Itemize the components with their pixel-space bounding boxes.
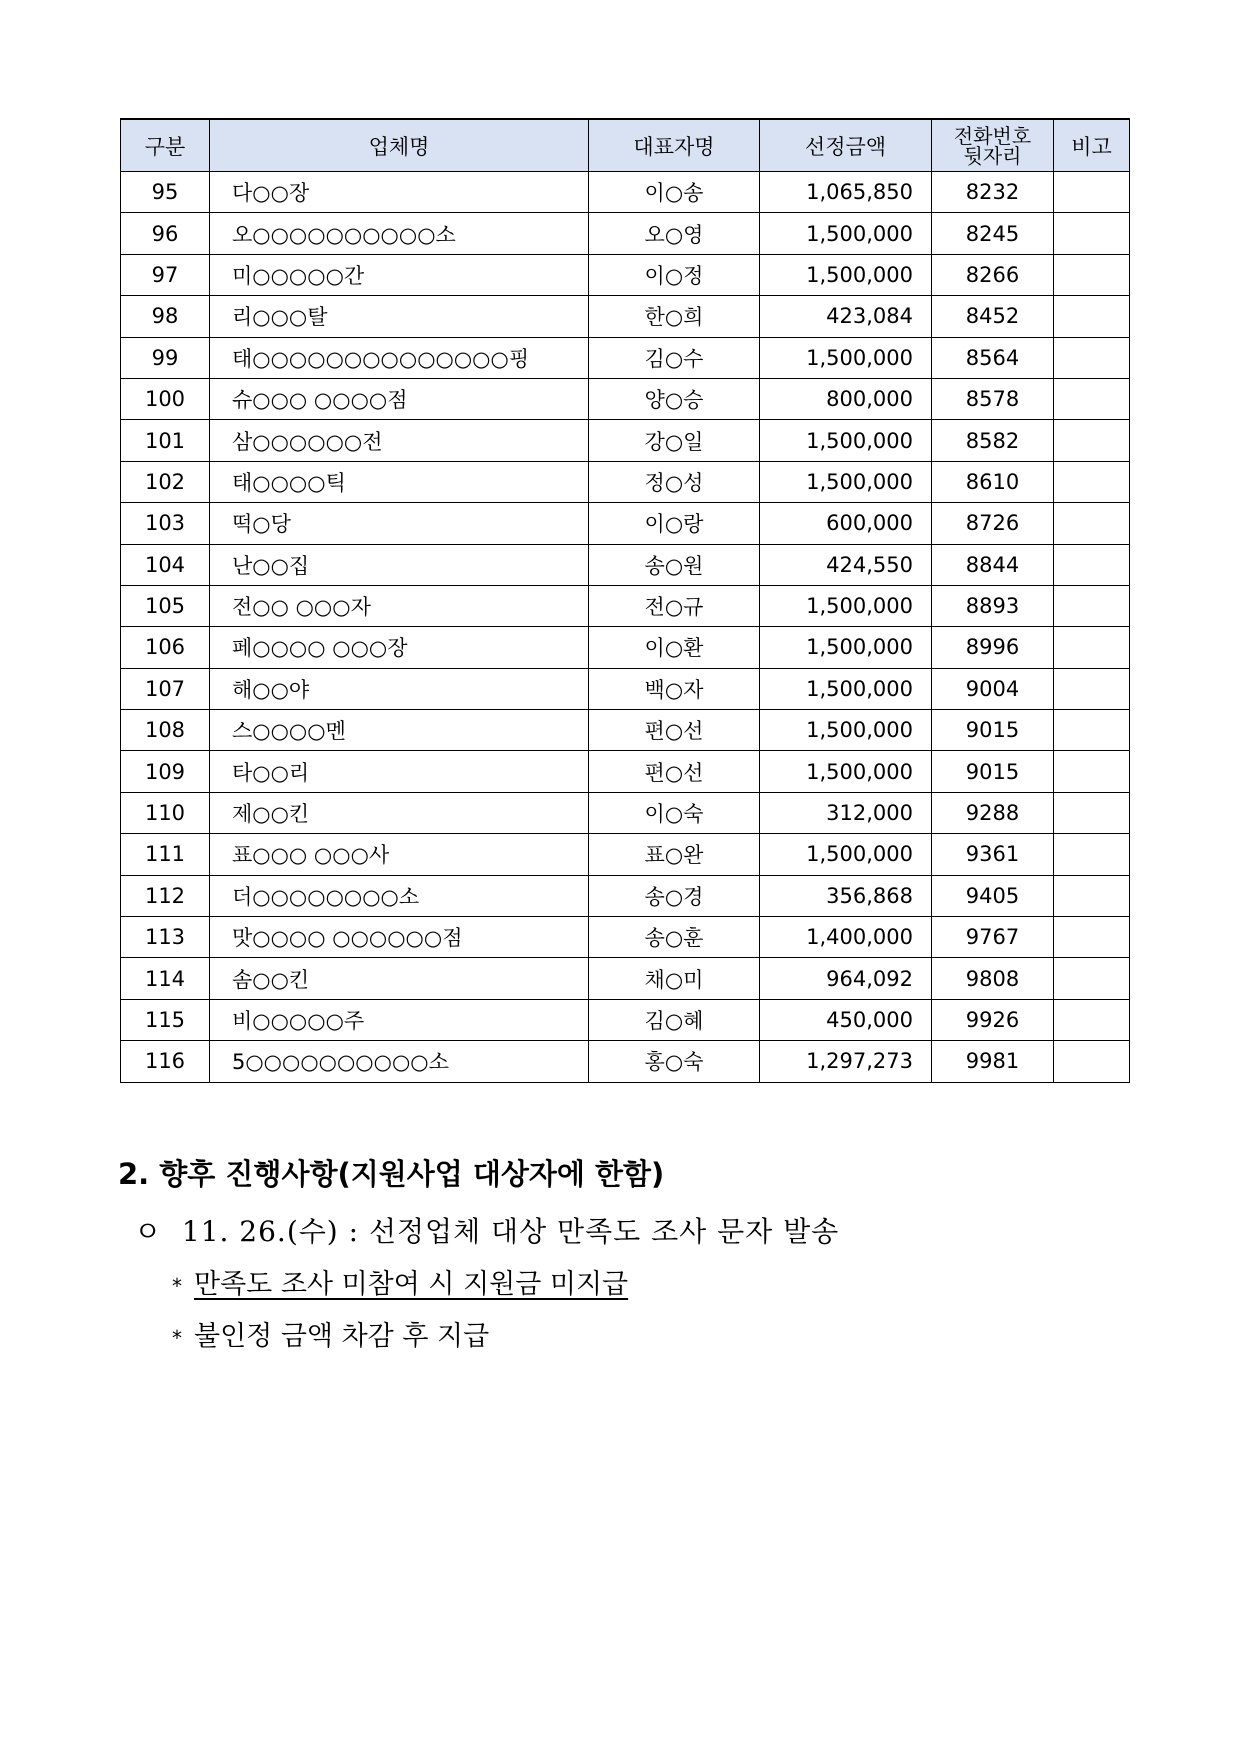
cell-no: 105 — [121, 585, 210, 626]
cell-representative: 이○송 — [589, 172, 760, 213]
cell-representative: 백○자 — [589, 668, 760, 709]
cell-representative: 표○완 — [589, 834, 760, 875]
cell-representative: 채○미 — [589, 958, 760, 999]
table-row — [121, 668, 1130, 709]
cell-remarks — [1054, 999, 1130, 1040]
cell-company: 해○○야 — [210, 668, 589, 709]
cell-phone: 8996 — [932, 627, 1054, 668]
cell-no: 95 — [121, 172, 210, 213]
cell-amount: 1,297,273 — [760, 1041, 932, 1082]
cell-company: 솜○○킨 — [210, 958, 589, 999]
table-body — [121, 172, 1130, 1083]
cell-no: 116 — [121, 1041, 210, 1082]
cell-representative: 이○숙 — [589, 792, 760, 833]
cell-remarks — [1054, 172, 1130, 213]
cell-representative: 전○규 — [589, 585, 760, 626]
cell-company: 비○○○○○주 — [210, 999, 589, 1040]
cell-remarks — [1054, 503, 1130, 544]
table-row — [121, 585, 1130, 626]
cell-phone: 9004 — [932, 668, 1054, 709]
cell-no: 104 — [121, 544, 210, 585]
cell-amount: 1,500,000 — [760, 254, 932, 295]
header-representative: 대표자명 — [589, 119, 760, 172]
cell-phone: 8578 — [932, 378, 1054, 419]
cell-representative: 김○혜 — [589, 999, 760, 1040]
bullet-circle: ㅇ — [134, 1215, 163, 1248]
cell-representative: 송○원 — [589, 544, 760, 585]
cell-representative: 오○영 — [589, 213, 760, 254]
cell-remarks — [1054, 420, 1130, 461]
cell-representative: 이○환 — [589, 627, 760, 668]
cell-amount: 1,500,000 — [760, 213, 932, 254]
cell-remarks — [1054, 751, 1130, 792]
cell-remarks — [1054, 834, 1130, 875]
cell-amount: 1,500,000 — [760, 834, 932, 875]
cell-remarks — [1054, 710, 1130, 751]
cell-amount: 424,550 — [760, 544, 932, 585]
asterisk-marker: * — [172, 1325, 182, 1350]
schedule-text: 11. 26.(수) : 선정업체 대상 만족도 조사 문자 발송 — [181, 1215, 840, 1248]
cell-remarks — [1054, 917, 1130, 958]
cell-company: 페○○○○ ○○○장 — [210, 627, 589, 668]
table-row — [121, 1041, 1130, 1082]
table-row — [121, 834, 1130, 875]
cell-representative: 편○선 — [589, 751, 760, 792]
cell-remarks — [1054, 544, 1130, 585]
table-row — [121, 420, 1130, 461]
cell-company: 오○○○○○○○○○○소 — [210, 213, 589, 254]
schedule-line — [134, 1210, 839, 1250]
cell-company: 제○○킨 — [210, 792, 589, 833]
cell-amount: 356,868 — [760, 875, 932, 916]
cell-representative: 양○승 — [589, 378, 760, 419]
cell-representative: 홍○숙 — [589, 1041, 760, 1082]
cell-company: 타○○리 — [210, 751, 589, 792]
cell-amount: 1,500,000 — [760, 751, 932, 792]
note-item — [172, 1314, 489, 1353]
note-text-underlined: 만족도 조사 미참여 시 지원금 미지급 — [194, 1269, 629, 1300]
cell-remarks — [1054, 337, 1130, 378]
table-row — [121, 337, 1130, 378]
cell-company: 삼○○○○○○전 — [210, 420, 589, 461]
cell-company: 태○○○○틱 — [210, 461, 589, 502]
cell-amount: 1,500,000 — [760, 337, 932, 378]
table-row — [121, 296, 1130, 337]
cell-company: 전○○ ○○○자 — [210, 585, 589, 626]
cell-phone: 9015 — [932, 751, 1054, 792]
cell-representative: 이○랑 — [589, 503, 760, 544]
table-row — [121, 213, 1130, 254]
cell-phone: 9926 — [932, 999, 1054, 1040]
table-row — [121, 254, 1130, 295]
cell-no: 98 — [121, 296, 210, 337]
asterisk-marker: * — [172, 1273, 182, 1298]
cell-phone: 9361 — [932, 834, 1054, 875]
cell-remarks — [1054, 585, 1130, 626]
cell-company: 다○○장 — [210, 172, 589, 213]
table-row — [121, 875, 1130, 916]
cell-phone: 8844 — [932, 544, 1054, 585]
table-row — [121, 751, 1130, 792]
cell-phone: 9288 — [932, 792, 1054, 833]
cell-amount: 600,000 — [760, 503, 932, 544]
header-amount: 선정금액 — [760, 119, 932, 172]
cell-phone: 8893 — [932, 585, 1054, 626]
table-row — [121, 503, 1130, 544]
cell-amount: 800,000 — [760, 378, 932, 419]
cell-company: 미○○○○○간 — [210, 254, 589, 295]
cell-amount: 964,092 — [760, 958, 932, 999]
table-row — [121, 792, 1130, 833]
cell-no: 113 — [121, 917, 210, 958]
section-title: 2. 향후 진행사항(지원사업 대상자에 한함) — [118, 1157, 665, 1191]
header-remarks: 비고 — [1054, 119, 1130, 172]
cell-no: 114 — [121, 958, 210, 999]
cell-remarks — [1054, 958, 1130, 999]
cell-phone: 9808 — [932, 958, 1054, 999]
cell-no: 103 — [121, 503, 210, 544]
cell-phone: 9405 — [932, 875, 1054, 916]
cell-company: 리○○○탈 — [210, 296, 589, 337]
cell-representative: 편○선 — [589, 710, 760, 751]
cell-no: 115 — [121, 999, 210, 1040]
cell-representative: 이○정 — [589, 254, 760, 295]
cell-no: 106 — [121, 627, 210, 668]
cell-company: 5○○○○○○○○○○소 — [210, 1041, 589, 1082]
cell-amount: 1,500,000 — [760, 627, 932, 668]
cell-no: 101 — [121, 420, 210, 461]
cell-no: 100 — [121, 378, 210, 419]
cell-amount: 1,500,000 — [760, 585, 932, 626]
cell-remarks — [1054, 296, 1130, 337]
cell-company: 떡○당 — [210, 503, 589, 544]
cell-no: 97 — [121, 254, 210, 295]
cell-amount: 423,084 — [760, 296, 932, 337]
cell-phone: 8452 — [932, 296, 1054, 337]
cell-amount: 1,500,000 — [760, 710, 932, 751]
table-row — [121, 999, 1130, 1040]
cell-representative: 김○수 — [589, 337, 760, 378]
cell-remarks — [1054, 792, 1130, 833]
table-row — [121, 461, 1130, 502]
vendor-table — [120, 118, 1130, 1083]
cell-company: 맛○○○○ ○○○○○○점 — [210, 917, 589, 958]
table-row — [121, 958, 1130, 999]
cell-no: 108 — [121, 710, 210, 751]
cell-company: 더○○○○○○○○소 — [210, 875, 589, 916]
header-no: 구분 — [121, 119, 210, 172]
cell-phone: 8726 — [932, 503, 1054, 544]
cell-amount: 1,500,000 — [760, 461, 932, 502]
table-row — [121, 378, 1130, 419]
cell-representative: 송○경 — [589, 875, 760, 916]
cell-representative: 한○희 — [589, 296, 760, 337]
cell-no: 109 — [121, 751, 210, 792]
cell-company: 스○○○○멘 — [210, 710, 589, 751]
header-phone — [932, 119, 1054, 172]
cell-representative: 정○성 — [589, 461, 760, 502]
cell-no: 102 — [121, 461, 210, 502]
table-header-row — [121, 119, 1130, 172]
cell-company: 난○○집 — [210, 544, 589, 585]
cell-no: 112 — [121, 875, 210, 916]
header-phone-line1: 전화번호 — [953, 123, 1032, 148]
cell-phone: 8564 — [932, 337, 1054, 378]
cell-phone: 8232 — [932, 172, 1054, 213]
cell-phone: 9981 — [932, 1041, 1054, 1082]
cell-remarks — [1054, 875, 1130, 916]
cell-phone: 9015 — [932, 710, 1054, 751]
cell-amount: 1,400,000 — [760, 917, 932, 958]
cell-remarks — [1054, 213, 1130, 254]
cell-phone: 8245 — [932, 213, 1054, 254]
cell-remarks — [1054, 627, 1130, 668]
cell-amount: 1,500,000 — [760, 668, 932, 709]
header-phone-line2: 뒷자리 — [963, 143, 1022, 168]
cell-amount: 1,500,000 — [760, 420, 932, 461]
cell-remarks — [1054, 461, 1130, 502]
cell-remarks — [1054, 254, 1130, 295]
cell-remarks — [1054, 1041, 1130, 1082]
cell-company: 태○○○○○○○○○○○○○○핑 — [210, 337, 589, 378]
cell-amount: 450,000 — [760, 999, 932, 1040]
table-row — [121, 544, 1130, 585]
cell-remarks — [1054, 378, 1130, 419]
cell-representative: 송○훈 — [589, 917, 760, 958]
table-row — [121, 627, 1130, 668]
cell-company: 표○○○ ○○○사 — [210, 834, 589, 875]
note-text: 불인정 금액 차감 후 지급 — [194, 1321, 490, 1352]
cell-no: 110 — [121, 792, 210, 833]
cell-phone: 8610 — [932, 461, 1054, 502]
cell-no: 96 — [121, 213, 210, 254]
cell-remarks — [1054, 668, 1130, 709]
table-row — [121, 172, 1130, 213]
table-row — [121, 710, 1130, 751]
cell-no: 107 — [121, 668, 210, 709]
cell-company: 슈○○○ ○○○○점 — [210, 378, 589, 419]
header-company: 업체명 — [210, 119, 589, 172]
cell-representative: 강○일 — [589, 420, 760, 461]
cell-no: 111 — [121, 834, 210, 875]
cell-phone: 8266 — [932, 254, 1054, 295]
cell-no: 99 — [121, 337, 210, 378]
cell-phone: 9767 — [932, 917, 1054, 958]
cell-amount: 1,065,850 — [760, 172, 932, 213]
cell-amount: 312,000 — [760, 792, 932, 833]
note-item — [172, 1262, 628, 1301]
cell-phone: 8582 — [932, 420, 1054, 461]
table-row — [121, 917, 1130, 958]
